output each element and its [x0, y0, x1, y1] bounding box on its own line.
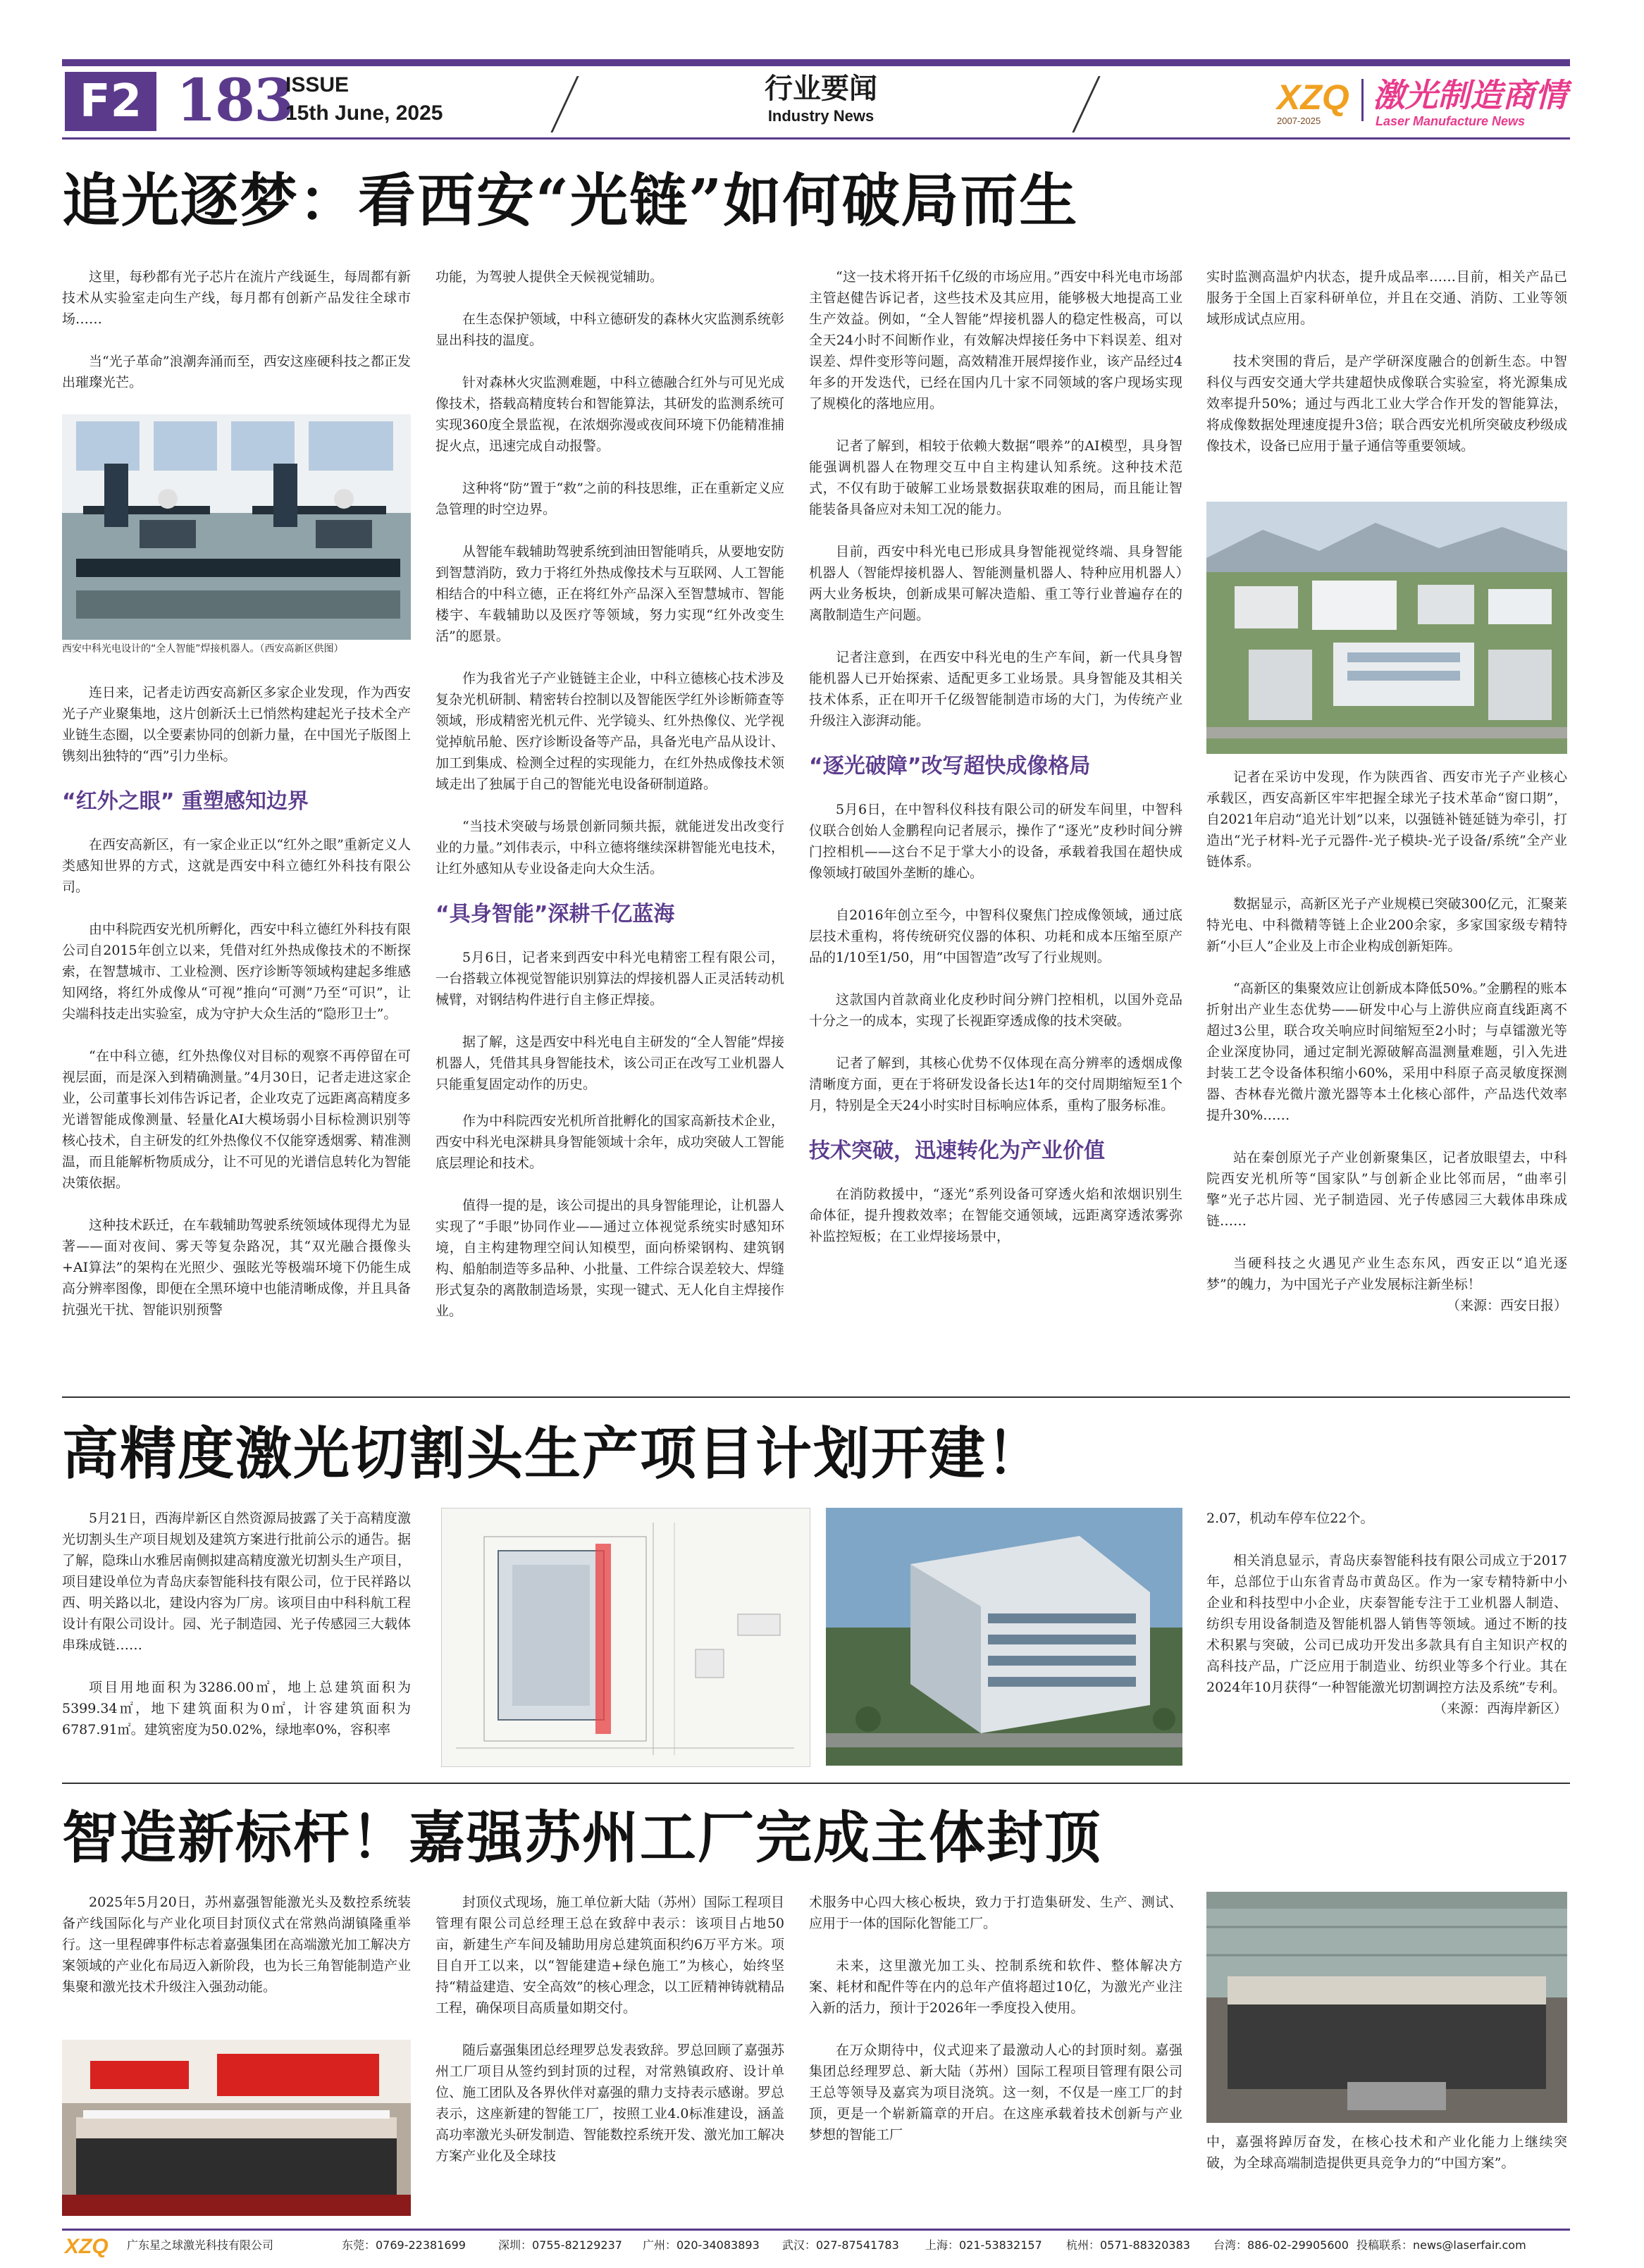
article2-column-4 [1206, 1508, 1567, 1719]
paragraph: 记者注意到，在西安中科光电的生产车间，新一代具身智能机器人已开始探索、适配更多工业场景。具身智能及其相关技术体系，正在叩开千亿级智能制造市场的大门，为传统产业升级注入澎湃动能。 [809, 650, 1182, 729]
article1-source: （来源：西安日报） [1446, 1298, 1567, 1313]
masthead-divider-left [550, 76, 579, 132]
paragraph: 这种技术跃迁，在车载辅助驾驶系统领域体现得尤为显著——面对夜间、雾天等复杂路况，其“双光融合摄像头+AI算法”的架构在光照少、强眩光等极端环境下仍能生成高分辨率图像，即便在全黑环境中也能清晰成像，并且具备抗强光干扰、智能识别预警 [62, 1217, 411, 1318]
paragraph: 作为中科院西安光机所首批孵化的国家高新技术企业，西安中科光电深耕具身智能领域十余年，成功突破人工智能底层理论和技术。 [435, 1113, 784, 1171]
subheading-ultrafast: “逐光破障”改写超快成像格局 [809, 754, 1091, 779]
welding-robot-photo [62, 414, 411, 640]
page-badge: F2 [65, 72, 156, 131]
site-plan-drawing [441, 1508, 810, 1767]
footer-logo: XZQ [65, 2235, 109, 2258]
paragraph: 值得一提的是，该公司提出的具身智能理论，让机器人实现了“手眼”协同作业——通过立体视觉系统实时感知环境，自主构建物理空间认知模型，面向桥梁钢构、建筑钢构、船舶制造等多品种、小批量、工件综合误差较大、焊缝形式复杂的离散制造场景，实现一键式、无人化自主焊接作业。 [435, 1198, 784, 1319]
paragraph: 技术突围的背后，是产学研深度融合的创新生态。中智科仪与西安交通大学共建超快成像联合实验室，将光源集成效率提升50%；通过与西北工业大学合作开发的智能算法，将成像数据处理速度提升3倍；联合西安光机所突破皮秒级成像技术，设备已应用于量子通信等重要领域。 [1206, 354, 1567, 454]
issue-date: 15th June, 2025 [285, 101, 443, 125]
paragraph: “高新区的集聚效应让创新成本降低50%。”金鹏程的账本折射出产业生态优势——研发中心与上游供应商直线距离不超过3公里，联合攻关响应时间缩短至2小时；与卓镭激光等企业深度协同，通过定制光源破解高温测量难题，引入先进封装工艺令设备体积缩小60%，采用中科原子高灵敏度探测器、杏林春光微片激光器等本土化核心部件，产品迭代效率提升30%…… [1206, 981, 1567, 1123]
paragraph: 目前，西安中科光电已形成具身智能视觉终端、具身智能机器人（智能焊接机器人、智能测量机器人、特种应用机器人）两大业务板块，创新成果可解决造船、重工等行业普遍存在的离散制造生产问题。 [809, 544, 1182, 623]
paragraph: 术服务中心四大核心板块，致力于打造集研发、生产、测试、应用于一体的国际化智能工厂。 [809, 1895, 1182, 1931]
article1-column-1a [62, 266, 411, 414]
article1-column-3 [809, 266, 1182, 1268]
paragraph: 随后嘉强集团总经理罗总发表致辞。罗总回顾了嘉强苏州工厂项目从签约到封顶的过程，对常熟镇政府、设计单位、施工团队及各界伙伴对嘉强的鼎力支持表示感谢。罗总表示，这座新建的智能工厂，按照工业4.0标准建设，涵盖高功率激光头研发制造、智能数控系统开发、激光加工解决方案产业化及全球技 [435, 2043, 784, 2164]
paragraph: “当技术突破与场景创新同频共振，就能迸发出改变行业的力量。”刘伟表示，中科立德将继续深耕智能光电技术，让红外感知从专业设备走向大众生活。 [435, 819, 784, 876]
paragraph: 2.07，机动车停车位22个。 [1206, 1511, 1374, 1526]
paragraph: 5月6日，记者来到西安中科光电精密工程有限公司，一台搭载立体视觉智能识别算法的焊接机器人正灵活转动机械臂，对钢结构件进行自主修正焊接。 [435, 950, 784, 1008]
paragraph: 项目用地面积为3286.00㎡，地上总建筑面积为5399.34㎡，地下建筑面积为0㎡，计容建筑面积为6787.91㎡。建筑密度为50.02%，绿地率0%，容积率 [62, 1680, 411, 1737]
paragraph: 从智能车载辅助驾驶系统到油田智能哨兵，从要地安防到智慧消防，致力于将红外热成像技术与互联网、人工智能相结合的中科立德，正在将红外产品深入至智慧城市、智能楼宇、车载辅助以及医疗等领域，努力实现“红外改变生活”的愿景。 [435, 544, 784, 644]
logo-separator [1361, 79, 1364, 121]
photo1-caption: 西安中科光电设计的“全人智能”焊接机器人。（西安高新区供图） [62, 643, 344, 655]
section-divider [62, 1783, 1570, 1784]
footer-submission-email[interactable]: 投稿联系：news@laserfair.com [1356, 2238, 1526, 2252]
paragraph: 2025年5月20日，苏州嘉强智能激光头及数控系统装备产线国际化与产业化项目封顶仪式在常熟尚湖镇隆重举行。这一里程碑事件标志着嘉强集团在高端激光加工解决方案领域的产业化布局迈入新阶段，也为长三角智能制造产业集聚和激光技术升级注入强劲动能。 [62, 1895, 411, 1995]
footer-company: 广东星之球激光科技有限公司 [127, 2238, 274, 2252]
paragraph: 未来，这里激光加工头、控制系统和软件、整体解决方案、耗材和配件等在内的总年产值将超过10亿，为激光产业注入新的活力，预计于2026年一季度投入使用。 [809, 1958, 1182, 2016]
paragraph: 当“光子革命”浪潮奔涌而至，西安这座硬科技之都正发出璀璨光芒。 [62, 354, 411, 390]
paragraph: 作为我省光子产业链链主企业，中科立德核心技术涉及复杂光机研制、精密转台控制以及智能医学红外诊断筛查等领域，形成精密光机元件、光学镜头、红外热像仪、光学视觉掉航吊舱、医疗诊断设备等产品，具备光电产品从设计、加工到集成、检测全过程的实现能力，在红外热成像技术领域走出了独属于自己的智能光电设备研制道路。 [435, 671, 784, 792]
publication-name-en: Laser Manufacture News [1376, 114, 1526, 128]
xzq-logo: XZQ [1277, 78, 1349, 117]
article1-column-4b [1206, 767, 1567, 1316]
article3-column-3 [809, 1892, 1182, 2167]
logo-years: 2007-2025 [1277, 116, 1321, 126]
paragraph: 功能，为驾驶人提供全天候视觉辅助。 [435, 269, 664, 285]
masthead-top-rule [62, 59, 1570, 66]
footer-contact-wuhan: 武汉：027-87541783 [782, 2238, 899, 2252]
article3-column-2 [435, 1892, 784, 2188]
article1-column-4a [1206, 266, 1567, 478]
footer-contact-shanghai: 上海：021-53832157 [925, 2238, 1042, 2252]
ceremony-group-photo [62, 2040, 411, 2216]
capping-ceremony-photo [1206, 1892, 1567, 2123]
article2-source: （来源：西海岸新区） [1433, 1701, 1567, 1716]
article1-headline: 追光逐梦：看西安“光链”如何破局而生 [62, 167, 1079, 235]
factory-rendering [826, 1508, 1182, 1766]
article2-headline: 高精度激光切割头生产项目计划开建！ [62, 1420, 1044, 1487]
paragraph: 记者在采访中发现，作为陕西省、西安市光子产业核心承载区，西安高新区牢牢把握全球光子技术革命“窗口期”，自2021年启动“追光计划”以来，以强链补链延链为牵引，打造出“光子材料-光子元器件-光子模块-光子设备/系统”全产业链体系。 [1206, 769, 1567, 869]
footer-contact-taiwan: 台湾：886-02-29905600 [1213, 2238, 1349, 2252]
article2-column-1 [62, 1508, 411, 1761]
paragraph: 实时监测高温炉内状态，提升成品率……目前，相关产品已服务于全国上百家科研单位，并且在交通、消防、工业等领域形成试点应用。 [1206, 269, 1567, 327]
article3-column-1 [62, 1892, 411, 2019]
publication-name: 激光制造商情 [1373, 76, 1567, 114]
paragraph: 封顶仪式现场，施工单位新大陆（苏州）国际工程项目管理有限公司总经理王总在致辞中表示：该项目占地50亩，新建生产车间及辅助用房总建筑面积约6万平方米。项目自开工以来，以“智能建造+绿色施工”为核心，始终坚持“精益建造、安全高效”的核心理念，以工匠精神铸就精品工程，确保项目高质量如期交付。 [435, 1895, 784, 2016]
paragraph: 相关消息显示，青岛庆泰智能科技有限公司成立于2017年，总部位于山东省青岛市黄岛区。作为一家专精特新中小企业和科技型中小企业，庆泰智能专注于工业机器人制造、纺织专用设备制造及智能机器人销售等领域。通过不断的技术积累与突破，公司已成功开发出多款具有自主知识产权的高科技产品，广泛应用于制造业、纺织业等多个行业。其在2024年10月获得“一种智能激光切割调控方法及系统”专利。 [1206, 1553, 1567, 1695]
paragraph: 在万众期待中，仪式迎来了最激动人心的封顶时刻。嘉强集团总经理罗总、新大陆（苏州）国际工程项目管理有限公司王总等领导及嘉宾为项目浇筑。这一刻，不仅是一座工厂的封顶，更是一个崭新篇章的开启。在这座承载着技术创新与产业梦想的智能工厂 [809, 2043, 1182, 2143]
footer-contact-shenzhen: 深圳：0755-82129237 [498, 2238, 622, 2252]
paragraph: 针对森林火灾监测难题，中科立德融合红外与可见光成像技术，搭载高精度转台和智能算法，其研发的监测系统可实现360度全景监视，在浓烟弥漫或夜间环境下仍能精准捕捉火点，迅速完成自动报警。 [435, 375, 784, 454]
footer-contact-hangzhou: 杭州：0571-88320383 [1066, 2238, 1190, 2252]
paragraph: 这款国内首款商业化皮秒时间分辨门控相机，以国外竞品十分之一的成本，实现了长视距穿透成像的技术突破。 [809, 992, 1182, 1029]
masthead-bottom-rule [62, 137, 1570, 140]
paragraph: 站在秦创原光子产业创新聚集区，记者放眼望去，中科院西安光机所等“国家队”与创新企业比邻而居，“曲率引擎”光子芯片园、光子制造园、光子传感园三大载体串珠成链…… [1206, 1150, 1567, 1229]
section-subtitle: Industry News [767, 107, 874, 125]
paragraph: 由中科院西安光机所孵化，西安中科立德红外科技有限公司自2015年创立以来，凭借对红外热成像技术的不断探索，在智慧城市、工业检测、医疗诊断等领域构建起多维感知网络，将红外成像从“可视”推向“可测”乃至“可识”，让尖端科技走出实验室，成为守护大众生活的“隐形卫士”。 [62, 922, 411, 1022]
masthead-divider-right [1072, 76, 1100, 132]
paragraph: 在消防救援中，“逐光”系列设备可穿透火焰和浓烟识别生命体征，提升搜救效率；在智能交通领域，远距离穿透浓雾弥补监控短板；在工业焊接场景中， [809, 1186, 1182, 1244]
footer-contact-dongguan: 东莞：0769-22381699 [342, 2238, 466, 2252]
subheading-infrared: “红外之眼” 重塑感知边界 [62, 789, 309, 814]
footer-contact-guangzhou: 广州：020-34083893 [643, 2238, 760, 2252]
paragraph: 这里，每秒都有光子芯片在流片产线诞生，每周都有新技术从实验室走向生产线，每月都有创新产品发往全球市场…… [62, 269, 411, 327]
paragraph: 这种将“防”置于“救”之前的科技思维，正在重新定义应急管理的时空边界。 [435, 481, 784, 517]
issue-number: 183 [176, 67, 293, 135]
paragraph: 在西安高新区，有一家企业正以“红外之眼”重新定义人类感知世界的方式，这就是西安中科立德红外科技有限公司。 [62, 837, 411, 895]
paragraph: 自2016年创立至今，中智科仪聚焦门控成像领域，通过底层技术重构，将传统研究仪器的体积、功耗和成本压缩至原产品的1/10至1/50，用“中国智造”改写了行业规则。 [809, 907, 1182, 965]
paragraph: “在中科立德，红外热像仪对目标的观察不再停留在可视层面，而是深入到精确测量。”4月30日，记者走进这家企业，公司董事长刘伟告诉记者，企业攻克了远距离高精度多光谱智能成像测量、轻量化AI大模场弱小目标检测识别等核心技术，自主研发的红外热像仪不仅能穿透烟雾、精准测温，而且能解析物质成分，让不可见的光谱信息转化为智能决策依据。 [62, 1048, 411, 1191]
paragraph: 中，嘉强将踔厉奋发，在核心技术和产业化能力上继续突破，为全球高端制造提供更具竞争力的“中国方案”。 [1206, 2134, 1567, 2171]
paragraph: “这一技术将开拓千亿级的市场应用。”西安中科光电市场部主管赵健告诉记者，这些技术及其应用，能够极大地提高工业生产效益。例如，“全人智能”焊接机器人的稳定性极高，可以全天24小时不间断作业，有效解决焊接任务中下料误差、组对误差、焊件变形等问题，高效精准开展焊接作业，该产品经过4年多的开发迭代，已经在国内几十家不同领域的客户现场实现了规模化的落地应用。 [809, 269, 1182, 411]
paragraph: 数据显示，高新区光子产业规模已突破300亿元，汇聚莱特光电、中科微精等链上企业200余家，多家国家级专精特新“小巨人”企业及上市企业构成创新矩阵。 [1206, 896, 1567, 954]
issue-label: ISSUE [285, 73, 350, 97]
paragraph: 当硬科技之火遇见产业生态东风，西安正以“追光逐梦”的魄力，为中国光子产业发展标注新坐标！ [1206, 1256, 1567, 1292]
article3-column-4 [1206, 2131, 1567, 2174]
paragraph: 记者了解到，相较于依赖大数据“喂养”的AI模型，具身智能强调机器人在物理交互中自主构建认知系统。这种技术范式，不仅有助于破解工业场景数据获取难的困局，而且能让智能装备具备应对未知工况的能力。 [809, 438, 1182, 517]
paragraph: 5月6日，在中智科仪科技有限公司的研发车间里，中智科仪联合创始人金鹏程向记者展示，操作了“逐光”皮秒时间分辨门控相机——这台不足于掌大小的设备，承载着我国在超快成像领域打破国外垄断的雄心。 [809, 802, 1182, 881]
section-divider [62, 1396, 1570, 1398]
article3-headline: 智造新标杆！嘉强苏州工厂完成主体封顶 [62, 1804, 1102, 1871]
paragraph: 据了解，这是西安中科光电自主研发的“全人智能”焊接机器人，凭借其具身智能技术，该公司正在改写工业机器人只能重复固定动作的历史。 [435, 1034, 784, 1092]
paragraph: 5月21日，西海岸新区自然资源局披露了关于高精度激光切割头生产项目规划及建筑方案进行批前公示的通告。据了解，隐珠山水雅居南侧拟建高精度激光切割头生产项目，项目建设单位为青岛庆泰智能科技有限公司，位于民祥路以西、明关路以北，建设内容为厂房。该项目由中科科航工程设计有限公司设计。园、光子制造园、光子传感园三大载体串珠成链…… [62, 1511, 411, 1653]
article1-column-2 [435, 266, 784, 1343]
paragraph: 连日来，记者走访西安高新区多家企业发现，作为西安光子产业聚集地，这片创新沃土已悄然构建起光子技术全产业链生态圈，以全要素协同的创新力量，在中国光子版图上镌刻出独特的“西”引力坐标。 [62, 685, 411, 764]
paragraph: 记者了解到，其核心优势不仅体现在高分辨率的透烟成像清晰度方面，更在于将研发设备长达1年的交付周期缩短至1个月，特别是全天24小时实时目标响应体系，重构了服务标准。 [809, 1055, 1182, 1113]
article1-column-1b [62, 682, 411, 1341]
section-title: 行业要闻 [765, 73, 877, 105]
paragraph: 在生态保护领域，中科立德研发的森林火灾监测系统彰显出科技的温度。 [435, 311, 784, 348]
footer-rule [62, 2229, 1570, 2231]
subheading-tech-breakthrough: 技术突破，迅速转化为产业价值 [809, 1139, 1105, 1163]
subheading-embodied: “具身智能”深耕千亿蓝海 [435, 902, 675, 927]
hightech-zone-aerial-photo [1206, 502, 1567, 754]
